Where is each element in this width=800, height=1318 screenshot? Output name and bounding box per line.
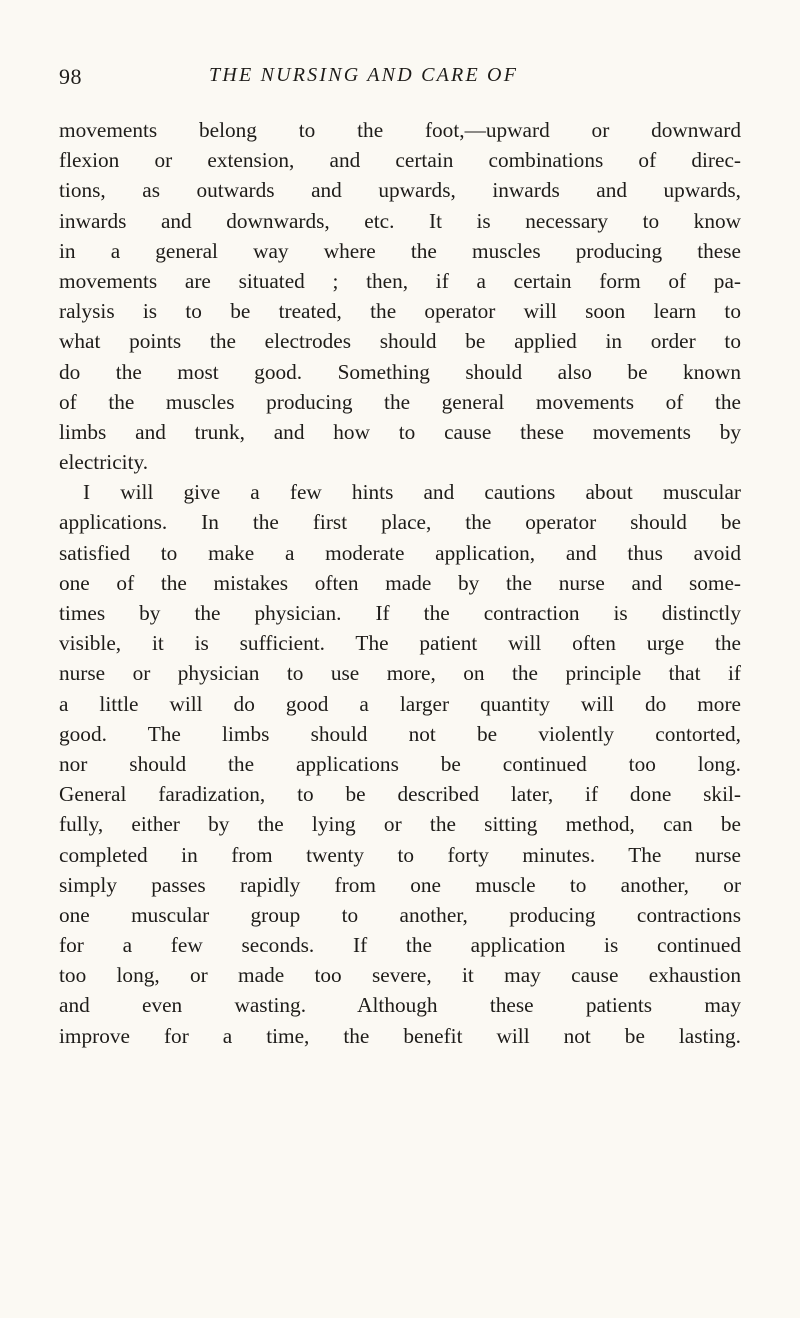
running-head [59,64,741,94]
text-line: improve for a time, the benefit will not be lasting. [59,1023,741,1048]
running-title: THE NURSING AND CARE OF [209,64,519,86]
text-line: nor should the applications be continued too long. [59,751,741,776]
text-line: satisfied to make a moderate application, and thus avoid [59,540,741,565]
text-line: in a general way where the muscles producing these [59,238,741,263]
page-number: 98 [59,64,82,89]
text-line: General faradization, to be described later, if done skil- [59,782,741,807]
text-line: good. The limbs should not be violently contorted, [59,721,741,746]
text-line: ralysis is to be treated, the operator will soon learn to [59,299,741,324]
text-line: visible, it is sufficient. The patient will often urge the [59,631,741,656]
text-line: and even wasting. Although these patients may [59,993,741,1018]
text-line: for a few seconds. If the application is continued [59,933,741,958]
text-line: completed in from twenty to forty minutes. The nurse [59,842,741,867]
text-line: one muscular group to another, producing contractions [59,902,741,927]
text-line: limbs and trunk, and how to cause these movements by [59,419,741,444]
text-line: nurse or physician to use more, on the principle that if [59,661,741,686]
text-line: a little will do good a larger quantity will do more [59,691,741,716]
text-line: applications. In the first place, the operator should be [59,510,741,535]
text-line: of the muscles producing the general movements of the [59,389,741,414]
text-line: I will give a few hints and cautions about muscular [83,480,741,505]
text-line: one of the mistakes often made by the nurse and some- [59,570,741,595]
text-line: do the most good. Something should also be known [59,359,741,384]
text-line: electricity. [59,450,149,475]
text-line: flexion or extension, and certain combinations of direc- [59,148,741,173]
text-line: movements belong to the foot,—upward or downward [59,118,741,142]
body-text [59,115,741,1051]
text-line: too long, or made too severe, it may cause exhaustion [59,963,741,988]
text-line: fully, either by the lying or the sitting method, can be [59,812,741,837]
text-line: simply passes rapidly from one muscle to another, or [59,872,741,897]
text-line: tions, as outwards and upwards, inwards and upwards, [59,178,741,203]
text-line: what points the electrodes should be applied in order to [59,329,741,354]
text-line: inwards and downwards, etc. It is necessary to know [59,208,741,233]
text-line: movements are situated ; then, if a certain form of pa- [59,268,741,293]
text-line: times by the physician. If the contraction is distinctly [59,601,741,625]
